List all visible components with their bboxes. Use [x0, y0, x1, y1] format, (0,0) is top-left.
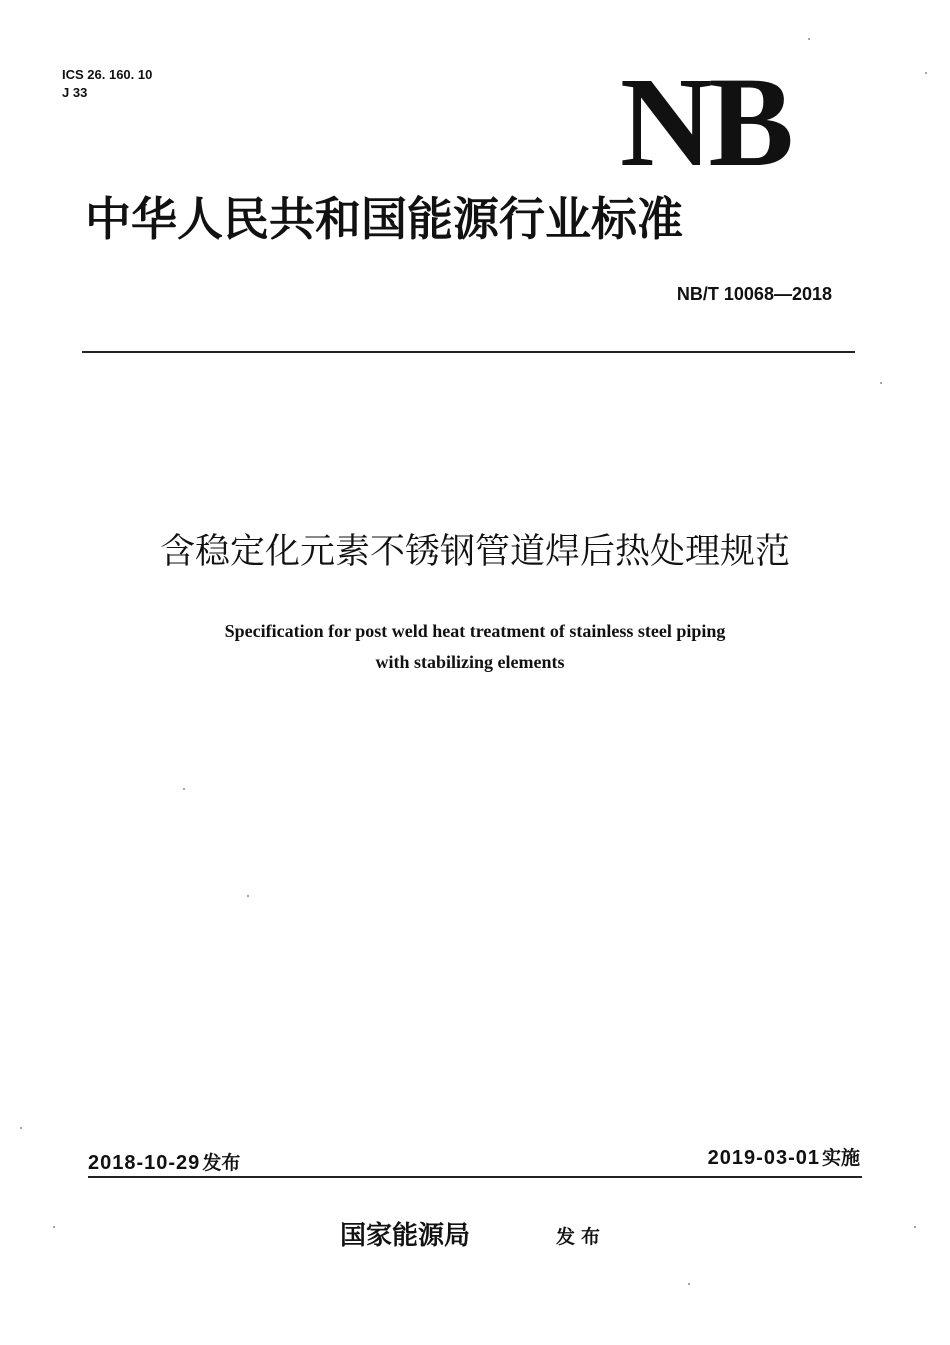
publish-label: 发布: [556, 1226, 607, 1248]
implement-date-suffix: 实施: [821, 1147, 860, 1169]
standard-name: 中华人民共和国能源行业标准: [85, 192, 683, 246]
document-title-en-line2: with stabilizing elements: [375, 652, 565, 672]
scan-speck: [925, 72, 927, 74]
standard-number: NB/T 10068—2018: [676, 284, 832, 304]
issue-date-suffix: 发布: [202, 1152, 241, 1174]
issue-date: [88, 1150, 240, 1176]
scan-speck: [20, 1127, 22, 1129]
scan-speck: [880, 382, 882, 384]
document-title-en-line1: Specification for post weld heat treatment of stainless steel piping: [224, 621, 726, 641]
scan-speck: [808, 38, 810, 40]
implement-date-value: 2019-03-01: [707, 1147, 820, 1169]
scan-speck: [688, 1283, 690, 1285]
issue-date-value: 2018-10-29: [88, 1152, 201, 1174]
scan-speck: [247, 895, 249, 897]
implement-date: [708, 1145, 860, 1171]
footer-divider: [88, 1176, 862, 1178]
ics-code: ICS 26. 160. 10: [62, 67, 153, 82]
scan-speck: [183, 788, 185, 790]
document-title-cn: 含稳定化元素不锈钢管道焊后热处理规范: [159, 532, 790, 572]
scan-speck: [914, 1226, 916, 1228]
scan-speck: [53, 1226, 55, 1228]
header-divider: [82, 351, 855, 353]
publisher-name: 国家能源局: [340, 1221, 471, 1251]
ccs-code: J 33: [62, 85, 88, 100]
nb-logo: NB: [620, 51, 790, 193]
